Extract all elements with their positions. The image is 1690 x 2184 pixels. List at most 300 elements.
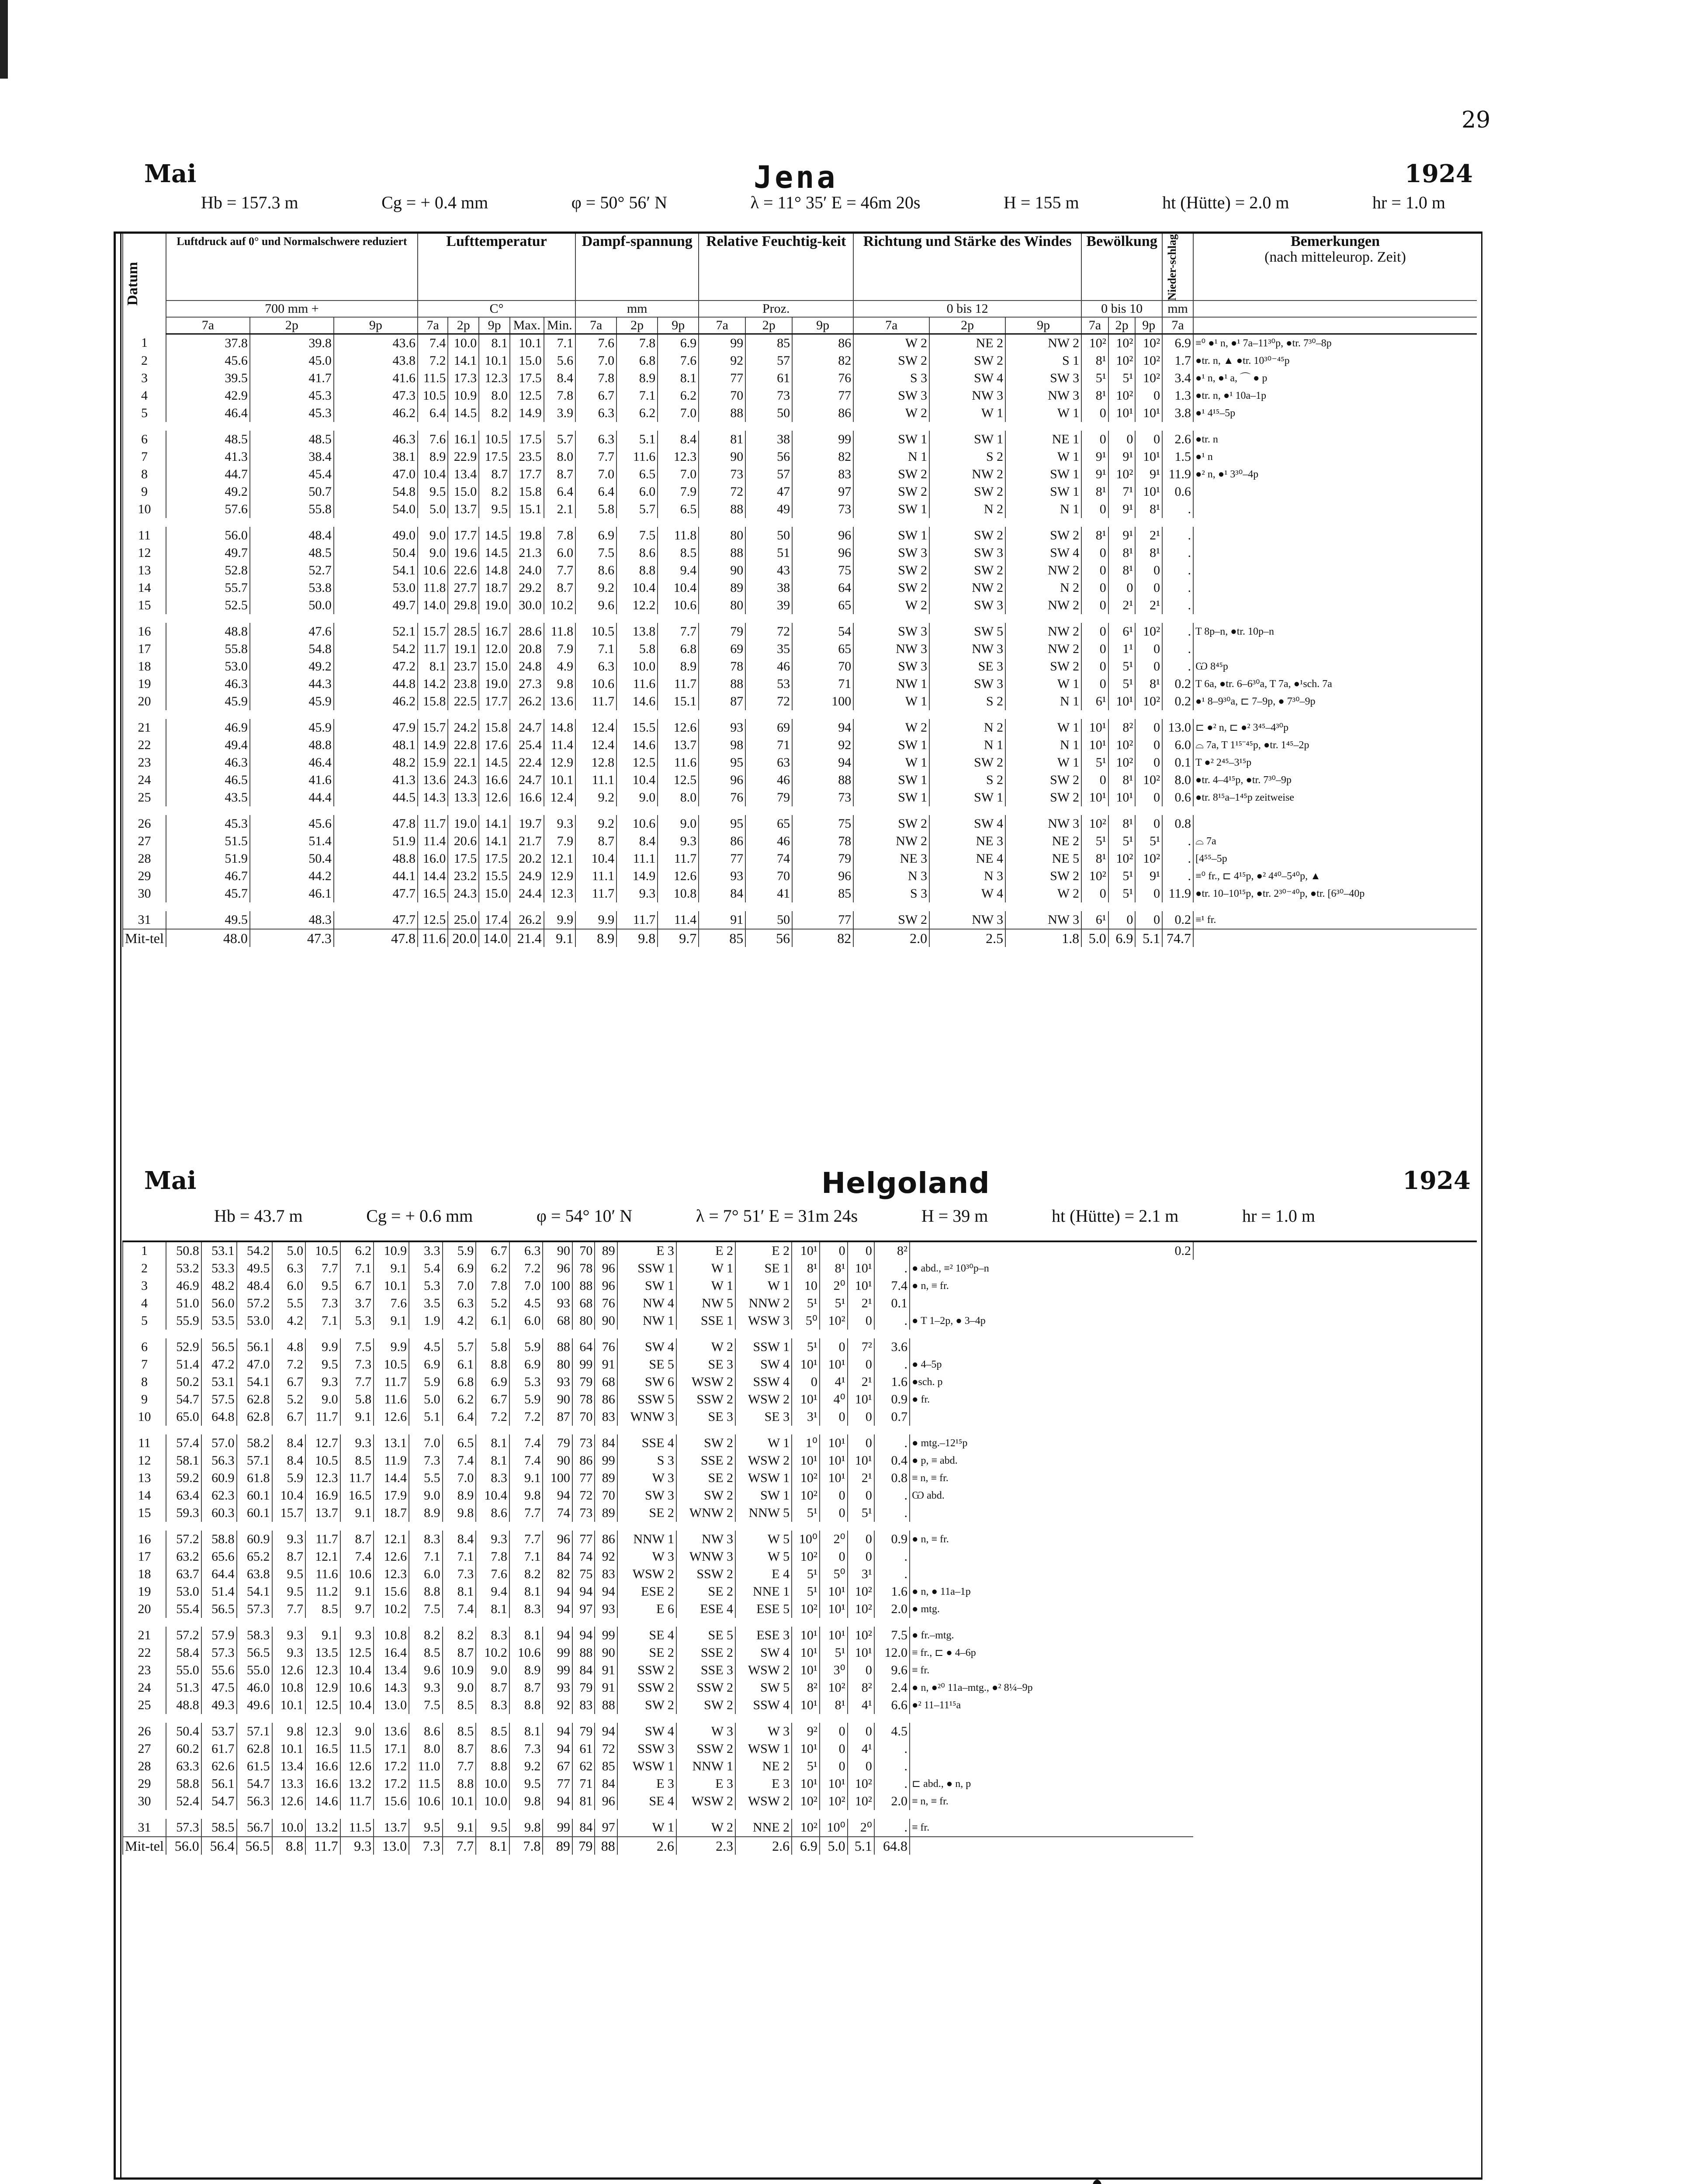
table-row	[123, 1548, 1477, 1565]
data-cell: W 1	[676, 1260, 735, 1277]
remark-cell: ●tr. 4–4¹⁵p, ●tr. 7³⁰–9p	[1193, 771, 1477, 789]
mean-cell: 56	[745, 929, 792, 947]
data-cell: 4.5	[874, 1723, 910, 1740]
data-cell: 10²	[820, 1679, 848, 1697]
table-row	[123, 448, 1477, 466]
data-cell: 4⁰	[820, 1391, 848, 1408]
mean-cell: 9.3	[340, 1837, 374, 1855]
obs-time-header: 7a	[166, 317, 250, 334]
table-row	[123, 1679, 1477, 1697]
data-cell: 8²	[1108, 719, 1136, 736]
table-row	[123, 1312, 1477, 1330]
table-row	[123, 1295, 1477, 1312]
data-cell: 54	[792, 623, 853, 640]
data-cell: SE 1	[735, 1260, 792, 1277]
data-cell: 10¹	[1135, 483, 1162, 501]
data-cell: 48.8	[166, 1697, 201, 1714]
data-cell: 96	[543, 1260, 572, 1277]
data-cell: 18	[123, 658, 166, 675]
data-cell: 99	[543, 1644, 572, 1662]
data-cell: 55.8	[250, 501, 334, 518]
data-cell: 10¹	[1135, 404, 1162, 422]
data-cell: 60.9	[201, 1469, 237, 1487]
data-cell: 6.1	[476, 1312, 509, 1330]
data-cell: 19.8	[510, 527, 544, 544]
data-cell: 97	[792, 483, 853, 501]
data-cell: 9.3	[658, 833, 699, 850]
data-cell: 9.5	[409, 1819, 443, 1837]
data-cell: W 1	[853, 693, 929, 710]
data-cell: 11.7	[305, 1408, 340, 1426]
data-cell: .	[874, 1565, 910, 1583]
data-cell: 89	[595, 1469, 617, 1487]
data-cell: N 1	[1005, 736, 1081, 754]
data-cell: 11.7	[658, 675, 699, 693]
data-cell: 9.1	[305, 1627, 340, 1644]
mean-cell: 8.8	[272, 1837, 306, 1855]
remark-cell	[1193, 527, 1477, 544]
data-cell: 9.2	[575, 815, 616, 833]
data-cell: 70	[699, 387, 745, 404]
mean-cell: 11.6	[418, 929, 448, 947]
data-cell: 65	[745, 815, 792, 833]
data-cell: 0	[1108, 431, 1136, 448]
data-cell: SW 3	[853, 544, 929, 562]
table-row	[123, 334, 1477, 352]
data-cell: 8.7	[340, 1531, 374, 1548]
data-cell: 14.9	[616, 867, 658, 885]
data-cell: 7.0	[658, 466, 699, 483]
data-cell: 5.1	[616, 431, 658, 448]
data-cell: 10¹	[792, 1356, 820, 1373]
data-cell: 6.7	[575, 387, 616, 404]
table-row	[123, 1391, 1477, 1408]
data-cell: 8¹	[1081, 352, 1108, 370]
data-cell: 9.8	[544, 675, 575, 693]
data-cell: 7.1	[544, 334, 575, 352]
data-cell: 16.0	[418, 850, 448, 867]
data-cell: W 1	[929, 404, 1005, 422]
data-cell: W 3	[676, 1723, 735, 1740]
data-cell: 57.3	[166, 1819, 201, 1837]
data-cell: 55.8	[166, 640, 250, 658]
data-cell: 10⁰	[820, 1819, 848, 1837]
data-cell: 5.4	[409, 1260, 443, 1277]
data-cell: 12.5	[418, 911, 448, 929]
data-cell: 9.6	[874, 1662, 910, 1679]
remark-cell: ●² 11–11¹⁵a	[910, 1697, 1193, 1714]
station-parameter: λ = 7° 51′ E = 31m 24s	[696, 1206, 858, 1226]
remark-cell: ● T 1–2p, ● 3–4p	[910, 1312, 1193, 1330]
data-cell: W 2	[676, 1338, 735, 1356]
data-cell: 0	[848, 1356, 874, 1373]
data-cell: 6	[123, 1338, 166, 1356]
data-cell: 14.5	[479, 527, 510, 544]
data-cell: 91	[595, 1356, 617, 1373]
data-cell: WSW 2	[735, 1452, 792, 1469]
data-cell: 12.3	[658, 448, 699, 466]
data-cell: 8.6	[409, 1723, 443, 1740]
data-cell: .	[874, 1312, 910, 1330]
data-cell: 46.4	[250, 754, 334, 771]
data-cell: 86	[595, 1391, 617, 1408]
data-cell: 5	[123, 1312, 166, 1330]
data-cell: 10¹	[792, 1644, 820, 1662]
table-row	[123, 1487, 1477, 1504]
data-cell: SW 5	[735, 1679, 792, 1697]
data-cell: 0	[1081, 885, 1108, 902]
data-cell: 3.7	[340, 1295, 374, 1312]
data-cell: 5¹	[1108, 370, 1136, 387]
data-cell: 73	[792, 789, 853, 806]
data-cell: SE 4	[617, 1627, 676, 1644]
data-cell: 10¹	[1081, 719, 1108, 736]
data-cell: N 1	[1005, 693, 1081, 710]
remark-cell	[910, 1740, 1193, 1758]
data-cell: 54.1	[237, 1373, 272, 1391]
data-cell: 4.2	[443, 1312, 476, 1330]
data-cell: 6.0	[409, 1565, 443, 1583]
data-cell: 6¹	[1081, 693, 1108, 710]
mean-cell: 89	[543, 1837, 572, 1855]
data-cell: 6.7	[272, 1408, 306, 1426]
data-cell: 84	[543, 1548, 572, 1565]
data-cell: 60.9	[237, 1531, 272, 1548]
mean-cell: 1.8	[1005, 929, 1081, 947]
data-cell: 5¹	[1081, 370, 1108, 387]
data-cell: 89	[595, 1241, 617, 1260]
data-cell: 0.9	[874, 1391, 910, 1408]
data-cell: 2.6	[1162, 431, 1193, 448]
data-cell: 83	[792, 466, 853, 483]
helgoland-month: Mai	[144, 1166, 197, 1195]
data-cell: 6.9	[476, 1373, 509, 1391]
data-cell: 48.2	[334, 754, 418, 771]
data-cell: 8.0	[544, 448, 575, 466]
data-cell: 48.5	[166, 431, 250, 448]
data-cell: 6.1	[443, 1356, 476, 1373]
mean-cell: 56.4	[201, 1837, 237, 1855]
data-cell: 70	[792, 658, 853, 675]
data-cell: 7.1	[509, 1548, 543, 1565]
data-cell: 87	[543, 1408, 572, 1426]
data-cell: 15.0	[448, 483, 479, 501]
data-cell: 10²	[848, 1583, 874, 1600]
data-cell: 58.8	[166, 1775, 201, 1793]
data-cell: 8	[123, 466, 166, 483]
data-cell: SW 2	[617, 1697, 676, 1714]
remark-cell	[910, 1504, 1193, 1522]
data-cell: 9.0	[418, 544, 448, 562]
data-cell: 88	[572, 1277, 595, 1295]
gap-cell	[123, 710, 1477, 719]
data-cell: 7.2	[509, 1260, 543, 1277]
data-cell: 10.6	[616, 815, 658, 833]
data-cell: N 3	[929, 867, 1005, 885]
mean-cell: 47.8	[334, 929, 418, 947]
data-cell: 38.4	[250, 448, 334, 466]
data-cell: SSE 4	[617, 1434, 676, 1452]
data-cell: 4.2	[272, 1312, 306, 1330]
mean-row	[123, 929, 1477, 947]
data-cell: 13.6	[374, 1723, 409, 1740]
data-cell: 0	[1135, 658, 1162, 675]
data-cell: 10²	[1135, 370, 1162, 387]
data-cell: E 2	[735, 1241, 792, 1260]
data-cell: 16	[123, 1531, 166, 1548]
data-cell: 63.8	[237, 1565, 272, 1583]
data-cell: 7.3	[305, 1295, 340, 1312]
data-cell: SW 4	[735, 1356, 792, 1373]
data-cell: 12	[123, 1452, 166, 1469]
jena-station-parameters	[201, 192, 1445, 213]
table-row	[123, 1408, 1477, 1426]
data-cell: 6.3	[272, 1260, 306, 1277]
col-remarks	[1193, 234, 1477, 301]
data-cell: 1.3	[1162, 387, 1193, 404]
data-cell: 86	[699, 833, 745, 850]
data-cell: WSW 2	[676, 1373, 735, 1391]
data-cell: 79	[792, 850, 853, 867]
data-cell: 19.0	[448, 815, 479, 833]
data-cell: 0	[1135, 754, 1162, 771]
remark-cell	[910, 1548, 1193, 1565]
data-cell: 22	[123, 1644, 166, 1662]
data-cell: 2¹	[1108, 597, 1136, 614]
data-cell: 24	[123, 771, 166, 789]
data-cell: 8.1	[509, 1723, 543, 1740]
data-cell: 7.3	[509, 1740, 543, 1758]
data-cell: 90	[595, 1644, 617, 1662]
gap-cell	[123, 1810, 1193, 1819]
data-cell: 79	[572, 1679, 595, 1697]
data-cell: 8¹	[1108, 815, 1136, 833]
obs-time-header: 2p	[1108, 317, 1136, 334]
data-cell: 48.8	[166, 623, 250, 640]
data-cell: 76	[595, 1295, 617, 1312]
data-cell: 10.8	[272, 1679, 306, 1697]
data-cell: 8.9	[658, 658, 699, 675]
data-cell: 7²	[848, 1338, 874, 1356]
data-cell: E 6	[617, 1600, 676, 1618]
data-cell: 8¹	[1108, 562, 1136, 579]
data-cell: 53.2	[166, 1260, 201, 1277]
data-cell: 9.1	[340, 1504, 374, 1522]
data-cell: 64	[572, 1338, 595, 1356]
data-cell: 7.7	[340, 1373, 374, 1391]
data-cell: .	[1162, 867, 1193, 885]
data-cell: .	[874, 1548, 910, 1565]
data-cell: 85	[595, 1758, 617, 1775]
data-cell: 10.4	[575, 850, 616, 867]
data-cell: 5¹	[792, 1583, 820, 1600]
mean-cell: 5.1	[1135, 929, 1162, 947]
data-cell: 7.7	[272, 1600, 306, 1618]
data-cell: 10.9	[374, 1241, 409, 1260]
data-cell: SE 3	[735, 1408, 792, 1426]
data-cell: 7.4	[509, 1434, 543, 1452]
data-cell: 0	[1135, 562, 1162, 579]
data-cell: 15.7	[418, 623, 448, 640]
data-cell: 96	[595, 1793, 617, 1810]
data-cell: 99	[792, 431, 853, 448]
data-cell: 47.2	[201, 1356, 237, 1373]
data-cell: 24.7	[510, 771, 544, 789]
data-cell: 8.7	[476, 1679, 509, 1697]
data-cell: 14.0	[418, 597, 448, 614]
data-cell: 9.3	[340, 1627, 374, 1644]
data-cell: 14.3	[418, 789, 448, 806]
data-cell: 2¹	[848, 1469, 874, 1487]
data-cell: 46.3	[166, 675, 250, 693]
data-cell: 9²	[792, 1723, 820, 1740]
data-cell: SW 1	[929, 431, 1005, 448]
data-cell: 60.1	[237, 1504, 272, 1522]
group-gap	[123, 1810, 1477, 1819]
data-cell: 10²	[1135, 771, 1162, 789]
group-gap	[123, 806, 1477, 815]
data-cell: 8¹	[820, 1260, 848, 1277]
data-cell: 10.6	[575, 675, 616, 693]
data-cell: 79	[572, 1723, 595, 1740]
data-cell: 37.8	[166, 334, 250, 352]
data-cell: 15.1	[510, 501, 544, 518]
data-cell: 49	[745, 501, 792, 518]
data-cell: SW 1	[853, 501, 929, 518]
data-cell: WNW 3	[617, 1408, 676, 1426]
data-cell: 29	[123, 867, 166, 885]
data-cell: 73	[792, 501, 853, 518]
data-cell: SW 2	[1005, 771, 1081, 789]
remark-cell	[1193, 640, 1477, 658]
data-cell: 6.2	[658, 387, 699, 404]
data-cell: 49.5	[237, 1260, 272, 1277]
data-cell: 12.0	[479, 640, 510, 658]
data-cell: 7.6	[658, 352, 699, 370]
data-cell: 8¹	[1081, 387, 1108, 404]
data-cell: 9.2	[509, 1758, 543, 1775]
data-cell: 45.0	[250, 352, 334, 370]
data-cell: 10¹	[848, 1277, 874, 1295]
data-cell: 46.5	[166, 771, 250, 789]
data-cell: SE 3	[676, 1356, 735, 1373]
remark-cell	[910, 1295, 1193, 1312]
data-cell: 10²	[1135, 850, 1162, 867]
data-cell: 49.0	[334, 527, 418, 544]
remark-cell: ≡ fr.	[910, 1819, 1193, 1837]
data-cell: NW 3	[1005, 815, 1081, 833]
data-cell: SW 1	[853, 789, 929, 806]
data-cell: 7.9	[544, 640, 575, 658]
data-cell: 4.5	[409, 1338, 443, 1356]
data-cell: 27.7	[448, 579, 479, 597]
data-cell: SW 3	[617, 1487, 676, 1504]
remark-cell: ●tr. 10–10¹⁵p, ●tr. 2³⁰⁻⁴⁰p, ●tr. [6³⁰–40p	[1193, 885, 1477, 902]
data-cell: 10²	[1108, 850, 1136, 867]
data-cell: 11.7	[418, 640, 448, 658]
table-row	[123, 1356, 1477, 1373]
data-cell: 57.2	[166, 1531, 201, 1548]
data-cell: 5.7	[443, 1338, 476, 1356]
data-cell: 8¹	[1135, 501, 1162, 518]
data-cell: 0	[820, 1241, 848, 1260]
data-cell: 31	[123, 1819, 166, 1837]
data-cell: SSE 1	[676, 1312, 735, 1330]
data-cell: 8²	[848, 1679, 874, 1697]
data-cell: 10.6	[509, 1644, 543, 1662]
data-cell: 45.4	[250, 466, 334, 483]
station-parameter: Cg = + 0.6 mm	[366, 1206, 473, 1226]
data-cell: 27.3	[510, 675, 544, 693]
data-cell: 10¹	[820, 1775, 848, 1793]
data-cell: 13	[123, 562, 166, 579]
data-cell: 1⁰	[792, 1434, 820, 1452]
data-cell: 57.6	[166, 501, 250, 518]
data-cell: 13.7	[305, 1504, 340, 1522]
remark-cell	[1193, 562, 1477, 579]
data-cell: 12.1	[305, 1548, 340, 1565]
data-cell: 6¹	[1081, 911, 1108, 929]
data-cell: 17.7	[479, 693, 510, 710]
data-cell: SW 2	[853, 562, 929, 579]
data-cell: 4	[123, 387, 166, 404]
data-cell: 99	[699, 334, 745, 352]
data-cell: 93	[699, 867, 745, 885]
data-cell: 10¹	[792, 1740, 820, 1758]
data-cell: 28.5	[448, 623, 479, 640]
data-cell: 9.1	[374, 1260, 409, 1277]
data-cell: 3¹	[792, 1408, 820, 1426]
data-cell: SSW 1	[617, 1260, 676, 1277]
data-cell: 8.7	[509, 1679, 543, 1697]
data-cell: 11.5	[340, 1740, 374, 1758]
data-cell: 10¹	[792, 1775, 820, 1793]
data-cell: 7.1	[409, 1548, 443, 1565]
table-row	[123, 1740, 1477, 1758]
mean-cell: 2.3	[676, 1837, 735, 1855]
station-parameter: hr = 1.0 m	[1242, 1206, 1315, 1226]
data-cell: N 1	[929, 736, 1005, 754]
data-cell: 14.5	[479, 754, 510, 771]
data-cell: 16.5	[340, 1487, 374, 1504]
data-cell: 14.9	[418, 736, 448, 754]
data-cell: 5.8	[476, 1338, 509, 1356]
data-cell: 5.2	[476, 1295, 509, 1312]
data-cell: 27	[123, 1740, 166, 1758]
data-cell: 3.8	[1162, 404, 1193, 422]
group-gap	[123, 518, 1477, 527]
data-cell: 99	[595, 1452, 617, 1469]
data-cell: 8.3	[409, 1531, 443, 1548]
data-cell: .	[874, 1819, 910, 1837]
data-cell: 23.7	[448, 658, 479, 675]
table-row	[123, 387, 1477, 404]
data-cell: NW 2	[929, 579, 1005, 597]
data-cell: 0	[1081, 675, 1108, 693]
data-cell: 0	[1081, 501, 1108, 518]
data-cell: 48.2	[201, 1277, 237, 1295]
helgoland-station-title: Helgoland	[821, 1166, 990, 1200]
data-cell: 10²	[848, 1793, 874, 1810]
data-cell: 51.9	[334, 833, 418, 850]
data-cell: 20	[123, 1600, 166, 1618]
mean-cell: 6.9	[1108, 929, 1136, 947]
data-cell: 2¹	[848, 1295, 874, 1312]
data-cell: 28	[123, 850, 166, 867]
mean-cell: 48.0	[166, 929, 250, 947]
data-cell: 71	[572, 1775, 595, 1793]
data-cell: SW 2	[929, 562, 1005, 579]
